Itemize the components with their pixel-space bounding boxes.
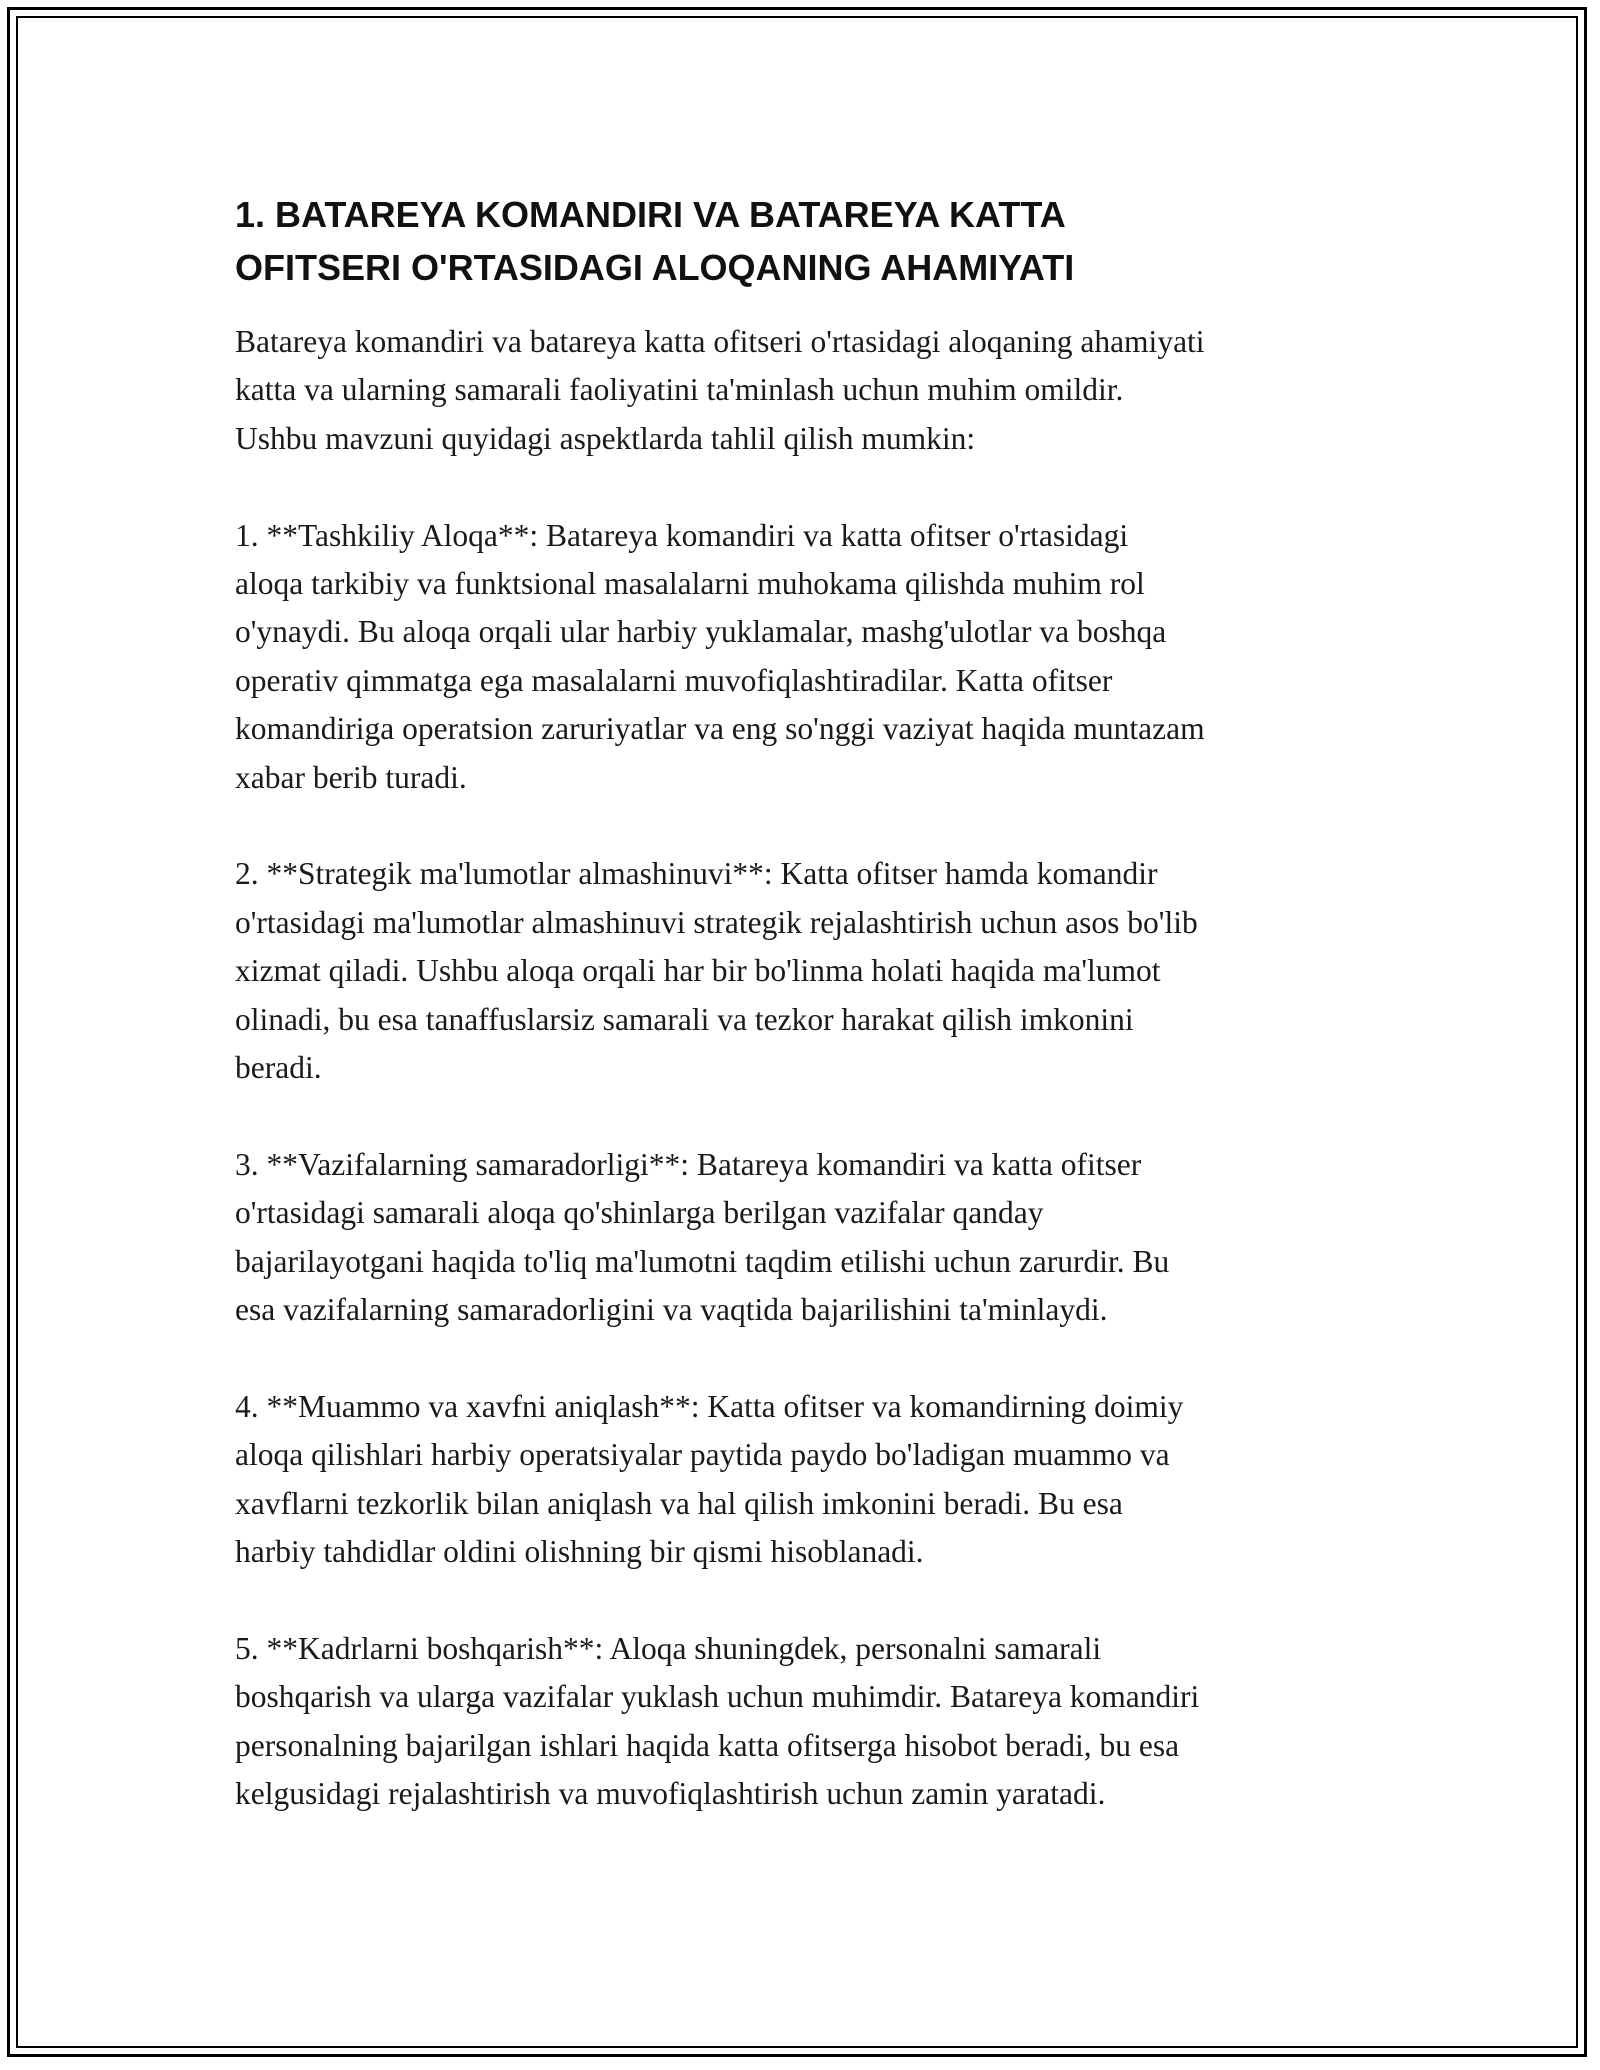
text-line: esa vazifalarning samaradorligini va vaqtida bajarilishini ta'minlaydi. xyxy=(235,1292,1108,1328)
point-2-paragraph xyxy=(235,850,1385,1092)
text-line: o'ynaydi. Bu aloqa orqali ular harbiy yuklamalar, mashg'ulotlar va boshqa xyxy=(235,614,1167,650)
text-line: operativ qimmatga ega masalalarni muvofiqlashtiradilar. Katta ofitser xyxy=(235,662,1113,698)
text-line: o'rtasidagi samarali aloqa qo'shinlarga berilgan vazifalar qanday xyxy=(235,1195,1044,1231)
text-line: 5. **Kadrlarni boshqarish**: Aloqa shuningdek, personalni samarali xyxy=(235,1630,1102,1666)
intro-paragraph xyxy=(235,318,1385,463)
point-1-paragraph xyxy=(235,512,1385,802)
text-line: aloqa qilishlari harbiy operatsiyalar paytida paydo bo'ladigan muammo va xyxy=(235,1437,1170,1473)
text-line: 4. **Muammo va xavfni aniqlash**: Katta ofitser va komandirning doimiy xyxy=(235,1388,1184,1424)
title-line-2: OFITSERI O'RTASIDAGI ALOQANING AHAMIYATI xyxy=(235,247,1075,288)
text-line: katta va ularning samarali faoliyatini ta'minlash uchun muhim omildir. xyxy=(235,372,1124,408)
document-title xyxy=(235,188,1385,294)
text-line: 3. **Vazifalarning samaradorligi**: Batareya komandiri va katta ofitser xyxy=(235,1146,1142,1182)
text-line: boshqarish va ularga vazifalar yuklash uchun muhimdir. Batareya komandiri xyxy=(235,1679,1200,1715)
text-line: 1. **Tashkiliy Aloqa**: Batareya komandiri va katta ofitser o'rtasidagi xyxy=(235,517,1129,553)
text-line: o'rtasidagi ma'lumotlar almashinuvi strategik rejalashtirish uchun asos bo'lib xyxy=(235,904,1198,940)
text-line: xavflarni tezkorlik bilan aniqlash va hal qilish imkonini beradi. Bu esa xyxy=(235,1485,1123,1521)
title-line-1: 1. BATAREYA KOMANDIRI VA BATAREYA KATTA xyxy=(235,194,1066,235)
text-line: personalning bajarilgan ishlari haqida katta ofitserga hisobot beradi, bu esa xyxy=(235,1727,1180,1763)
point-3-paragraph xyxy=(235,1141,1385,1335)
point-5-paragraph xyxy=(235,1625,1385,1819)
text-line: 2. **Strategik ma'lumotlar almashinuvi**: Katta ofitser hamda komandir xyxy=(235,856,1158,892)
text-line: kelgusidagi rejalashtirish va muvofiqlashtirish uchun zamin yaratadi. xyxy=(235,1776,1106,1812)
text-line: xabar berib turadi. xyxy=(235,759,467,795)
text-line: aloqa tarkibiy va funktsional masalalarni muhokama qilishda muhim rol xyxy=(235,566,1145,602)
text-line: komandiriga operatsion zaruriyatlar va eng so'nggi vaziyat haqida muntazam xyxy=(235,711,1205,747)
text-line: Batareya komandiri va batareya katta ofitseri o'rtasidagi aloqaning ahamiyati xyxy=(235,324,1205,359)
text-line: Ushbu mavzuni quyidagi aspektlarda tahlil qilish mumkin: xyxy=(235,420,976,456)
text-line: olinadi, bu esa tanaffuslarsiz samarali va tezkor harakat qilish imkonini xyxy=(235,1001,1134,1037)
text-line: beradi. xyxy=(235,1050,322,1086)
document-body xyxy=(235,188,1385,1867)
point-4-paragraph xyxy=(235,1383,1385,1577)
text-line: harbiy tahdidlar oldini olishning bir qismi hisoblanadi. xyxy=(235,1534,924,1570)
text-line: xizmat qiladi. Ushbu aloqa orqali har bir bo'linma holati haqida ma'lumot xyxy=(235,953,1161,989)
text-line: bajarilayotgani haqida to'liq ma'lumotni taqdim etilishi uchun zarurdir. Bu xyxy=(235,1243,1170,1279)
